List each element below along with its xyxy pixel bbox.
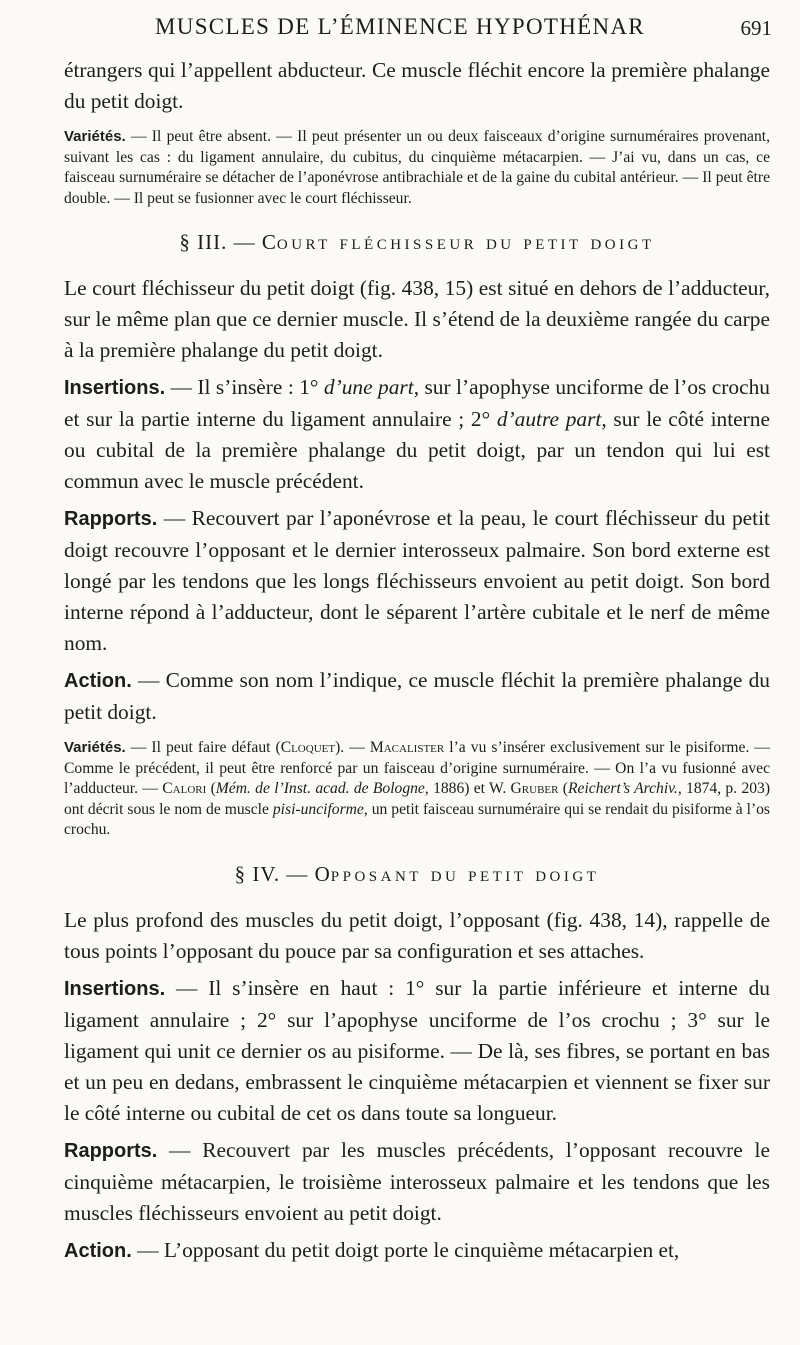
rapports-paragraph-2: Rapports. — Recouvert par les muscles précédents, l’opposant recouvre le cinquième métacarpien, le troisième interosseux palmaire et les tendons que les muscles fléchisseurs envoient au petit doigt.: [64, 1137, 770, 1225]
rapports-paragraph-1: Rapports. — Recouvert par l’aponévrose et la peau, le court fléchisseur du petit doigt recouvre l’opposant et le dernier interosseux palmaire. Son bord externe est longé par les tendons que les longs fléchisseurs envoient au petit doigt. Son bord interne répond à l’adducteur, dont le séparent l’artère cubitale et le nerf de même nom.: [64, 506, 770, 655]
insertions-paragraph-1: Insertions. — Il s’insère : 1° d’une part, sur l’apophyse unciforme de l’os crochu et sur la partie interne du ligament annulaire ; 2° d’autre part, sur le côté interne ou cubital de la première phalange du petit doigt, par un tendon qui lui est commun avec le muscle précédent.: [64, 375, 770, 493]
rapports-term: Rapports.: [64, 508, 158, 530]
paragraph-court-flechisseur-intro: Le court fléchisseur du petit doigt (fig. 438, 15) est situé en dehors de l’adducteur, sur le même plan que ce dernier muscle. Il s’étend de la deuxième rangée du carpe à la première phalange du petit doigt.: [64, 276, 770, 362]
running-title: MUSCLES DE L’ÉMINENCE HYPOTHÉNAR: [155, 14, 645, 39]
varietes-note-1: [64, 127, 770, 209]
insertions-paragraph-2: Insertions. — Il s’insère en haut : 1° sur la partie inférieure et interne du ligament annulaire ; 2° sur l’apophyse unciforme de l’os crochu ; 3° sur le ligament qui unit ce dernier os au pisiforme. — De là, ses fibres, se portant en bas et un peu en dedans, embrassent le cinquième métacarpien et viennent se fixer sur le côté interne ou cubital de cet os dans toute sa longueur.: [64, 975, 770, 1125]
insertions-term: Insertions.: [64, 377, 166, 399]
page-number: 691: [740, 16, 772, 40]
insertions-term: Insertions.: [64, 977, 166, 1000]
paragraph-continuation: étrangers qui l’appellent abducteur. Ce muscle fléchit encore la première phalange du petit doigt.: [64, 58, 770, 113]
action-paragraph-2: Action. — L’opposant du petit doigt porte le cinquième métacarpien et,: [64, 1237, 680, 1262]
section-heading-iv: § IV. — Opposant du petit doigt: [234, 861, 600, 886]
section-heading-iii: § III. — Court fléchisseur du petit doigt: [179, 230, 655, 254]
varietes-note-2: Variétés. — Il peut faire défaut (Cloquet). — Macalister l’a vu s’insérer exclusivement sur le pisiforme. — Comme le précédent, il peut être renforcé par un faisceau d’origine surnuméraire. — On l’a vu fusionné avec l’adducteur. — Calori (Mém. de l’Inst. acad. de Bologne, 1886) et W. Gruber (Reichert’s Archiv., 1874, p. 203) ont décrit sous le nom de muscle pisi-unciforme, un petit faisceau surnuméraire qui se rendait du pisiforme à l’os crochu.: [64, 739, 771, 838]
varietes-term: Variétés.: [64, 739, 126, 756]
varietes-term: Variétés.: [64, 128, 126, 145]
running-head: [0, 6, 800, 50]
rapports-term: Rapports.: [64, 1139, 158, 1162]
action-term: Action.: [64, 1239, 132, 1262]
action-paragraph-1: Action. — Comme son nom l’indique, ce muscle fléchit la première phalange du petit doigt.: [64, 668, 770, 724]
paragraph-opposant-intro: Le plus profond des muscles du petit doigt, l’opposant (fig. 438, 14), rappelle de tous points l’opposant du pouce par sa configuration et ses attaches.: [64, 907, 770, 963]
body-text: [64, 55, 770, 1267]
action-term: Action.: [64, 670, 132, 692]
varietes-text: — Il peut être absent. — Il peut présenter un ou deux faisceaux d’origine surnuméraires provenant, suivant les cas : du ligament annulaire, du cubitus, du cinquième métacarpien. — J’ai vu, dans un cas, ce faisceau surnuméraire se détacher de l’aponévrose antibrachiale et de la gaine du cubital antérieur. — Il peut être double. — Il peut se fusionner avec le court fléchisseur.: [64, 128, 770, 207]
